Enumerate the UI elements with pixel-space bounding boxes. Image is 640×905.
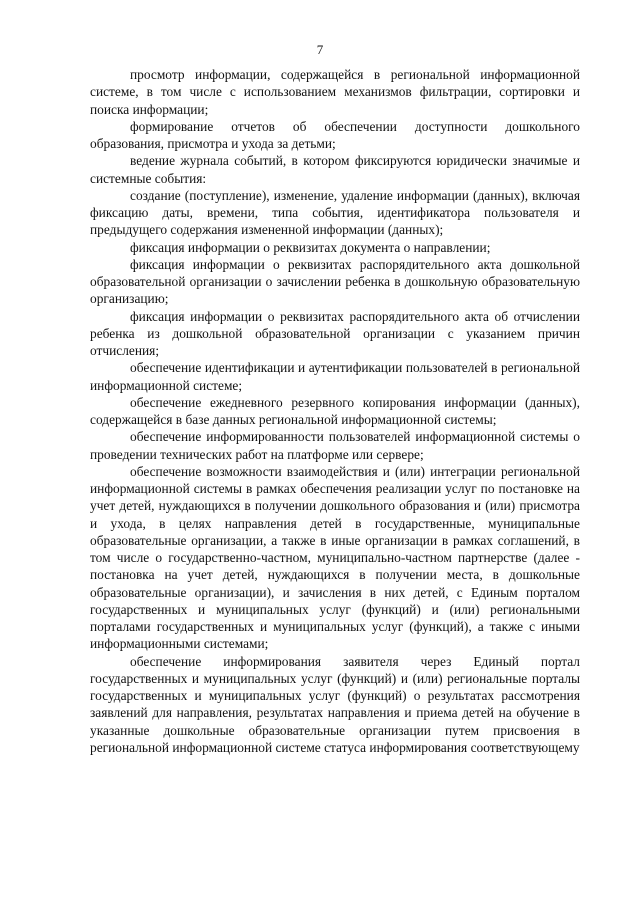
paragraph: обеспечение информированности пользователей информационной системы о проведении технических работ на платформе или сервере;: [90, 429, 580, 462]
paragraph: обеспечение идентификации и аутентификации пользователей в региональной информационной системе;: [90, 360, 580, 393]
page-number: 7: [316, 42, 324, 57]
paragraph: обеспечение информирования заявителя через Единый портал государственных и муниципальных услуг (функций) и (или) региональные порталы государственных и муниципальных услуг (функций) о результатах рассмотрения заявлений для направления, результатах направления и приема детей на обучение в указанные дошкольные образовательные организации путем присвоения в региональной информационной системе статуса информирования соответствующему: [90, 653, 580, 755]
paragraph: создание (поступление), изменение, удаление информации (данных), включая фиксацию даты, времени, типа события, идентификатора пользователя и предыдущего содержания измененной информации (данных);: [90, 187, 580, 238]
paragraph: фиксация информации о реквизитах распорядительного акта дошкольной образовательной организации о зачислении ребенка в дошкольную образовательную организацию;: [90, 256, 580, 307]
paragraph: ведение журнала событий, в котором фиксируются юридически значимые и системные события:: [90, 153, 580, 186]
paragraph: фиксация информации о реквизитах документа о направлении;: [130, 239, 491, 255]
paragraph: формирование отчетов об обеспечении доступности дошкольного образования, присмотра и ухода за детьми;: [90, 118, 580, 151]
paragraph: фиксация информации о реквизитах распорядительного акта об отчислении ребенка из дошкольной образовательной организации с указанием причин отчисления;: [90, 308, 580, 358]
paragraph: обеспечение ежедневного резервного копирования информации (данных), содержащейся в базе данных региональной информационной системы;: [90, 394, 580, 427]
paragraph: просмотр информации, содержащейся в региональной информационной системе, в том числе с использованием механизмов фильтрации, сортировки и поиска информации;: [90, 67, 580, 117]
paragraph: обеспечение возможности взаимодействия и (или) интеграции региональной информационной системы в рамках обеспечения реализации услуг по постановке на учет детей, нуждающихся в получении дошкольного образования и (или) присмотра и ухода, в целях направления детей в государственные, муниципальные образовательные организации, а также в иные организации в рамках соглашений, в том числе о государственно-частном, муниципально-частном партнерстве (далее - постановка на учет детей, нуждающихся в получении места, в дошкольные образовательные организации), и зачисления в них детей, с Единым порталом государственных и муниципальных услуг (функций) и (или) региональными порталами государственных и муниципальных услуг (функций), а также с иными информационными системами;: [90, 463, 580, 652]
document-body: [90, 66, 580, 756]
